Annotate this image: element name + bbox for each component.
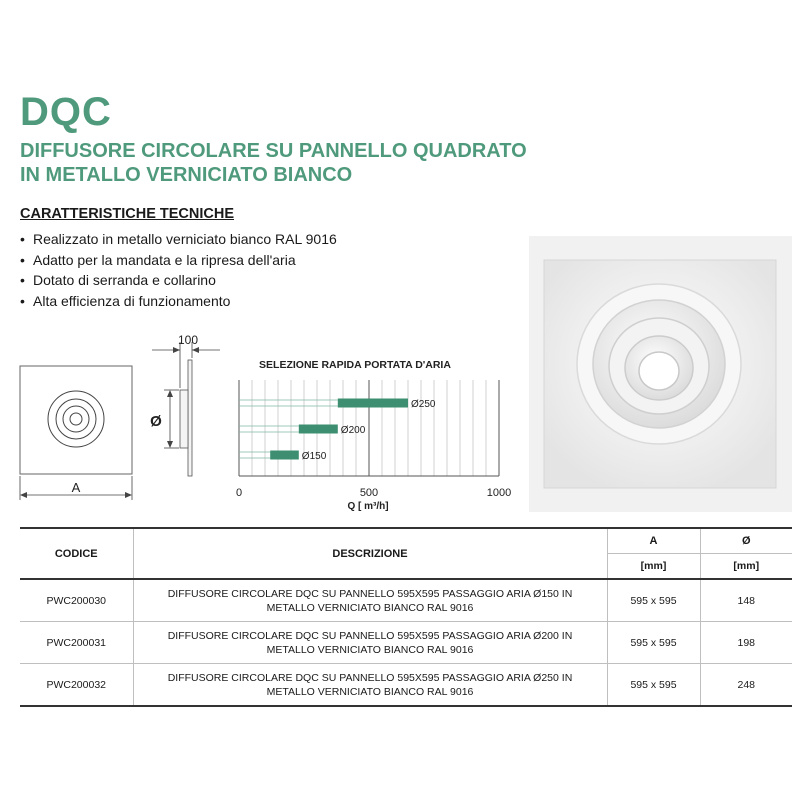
chart-bar xyxy=(270,451,299,460)
row-diameter: 198 xyxy=(700,622,792,664)
chart-title: SELEZIONE RAPIDA PORTATA D'ARIA xyxy=(259,359,451,371)
product-table xyxy=(20,527,792,707)
feature-item: • Alta efficienza di funzionamento xyxy=(20,291,337,312)
row-diameter: 148 xyxy=(700,579,792,622)
chart-tick-label: 0 xyxy=(235,487,243,499)
features-heading: CARATTERISTICHE TECNICHE xyxy=(20,206,235,222)
chart-tick-label: 500 xyxy=(359,487,379,499)
row-description-line2: METALLO VERNICIATO BIANCO RAL 9016 xyxy=(266,601,474,614)
header-a: A xyxy=(607,528,700,554)
chart-ticks xyxy=(236,487,511,499)
row-a: 595 x 595 xyxy=(607,664,700,707)
chart-x-axis-label: Q [ m³/h] xyxy=(347,501,389,512)
table-row xyxy=(20,579,792,622)
feature-item: • Realizzato in metallo verniciato bianco RAL 9016 xyxy=(20,229,337,250)
row-description xyxy=(133,622,607,664)
technical-drawing xyxy=(16,330,226,505)
dim-width-label: A xyxy=(71,480,81,495)
row-description xyxy=(133,579,607,622)
row-a: 595 x 595 xyxy=(607,622,700,664)
chart-bar xyxy=(338,399,408,408)
row-a: 595 x 595 xyxy=(607,579,700,622)
feature-item: • Adatto per la mandata e la ripresa dell'aria xyxy=(20,250,337,271)
chart-bar xyxy=(299,425,338,434)
chart-tick-label: 1000 xyxy=(486,487,512,499)
product-subtitle-line1: DIFFUSORE CIRCOLARE SU PANNELLO QUADRATO xyxy=(20,140,527,162)
product-photo xyxy=(529,236,792,512)
row-description xyxy=(133,664,607,707)
feature-item: • Dotato di serranda e collarino xyxy=(20,270,337,291)
dim-depth-label: 100 xyxy=(177,333,199,347)
airflow-chart xyxy=(225,352,525,517)
header-description: DESCRIZIONE xyxy=(133,528,607,579)
chart-bar-label: Ø200 xyxy=(340,425,366,436)
chart-bar-label: Ø150 xyxy=(301,451,327,462)
header-diameter: Ø xyxy=(700,528,792,554)
row-code: PWC200031 xyxy=(20,622,133,664)
chart-bar-label: Ø250 xyxy=(411,399,436,410)
table-row xyxy=(20,664,792,707)
product-code-title: DQC xyxy=(20,90,112,134)
table-row xyxy=(20,622,792,664)
header-diameter-unit: [mm] xyxy=(700,554,792,580)
row-code: PWC200030 xyxy=(20,579,133,622)
dim-diameter-label: Ø xyxy=(150,413,162,430)
row-description-line1: DIFFUSORE CIRCOLARE DQC SU PANNELLO 595X595 PASSAGGIO ARIA Ø150 IN xyxy=(167,587,573,600)
features-list xyxy=(20,229,337,311)
product-subtitle-line2: IN METALLO VERNICIATO BIANCO xyxy=(20,164,353,186)
chart-grid xyxy=(239,380,499,476)
row-code: PWC200032 xyxy=(20,664,133,707)
header-a-unit: [mm] xyxy=(607,554,700,580)
header-code: CODICE xyxy=(20,528,133,579)
row-description-line2: METALLO VERNICIATO BIANCO RAL 9016 xyxy=(266,685,474,698)
row-description-line1: DIFFUSORE CIRCOLARE DQC SU PANNELLO 595X595 PASSAGGIO ARIA Ø200 IN xyxy=(167,629,573,642)
row-description-line1: DIFFUSORE CIRCOLARE DQC SU PANNELLO 595X595 PASSAGGIO ARIA Ø250 IN xyxy=(167,671,573,684)
row-description-line2: METALLO VERNICIATO BIANCO RAL 9016 xyxy=(266,643,474,656)
row-diameter: 248 xyxy=(700,664,792,707)
chart-bars xyxy=(239,399,436,463)
